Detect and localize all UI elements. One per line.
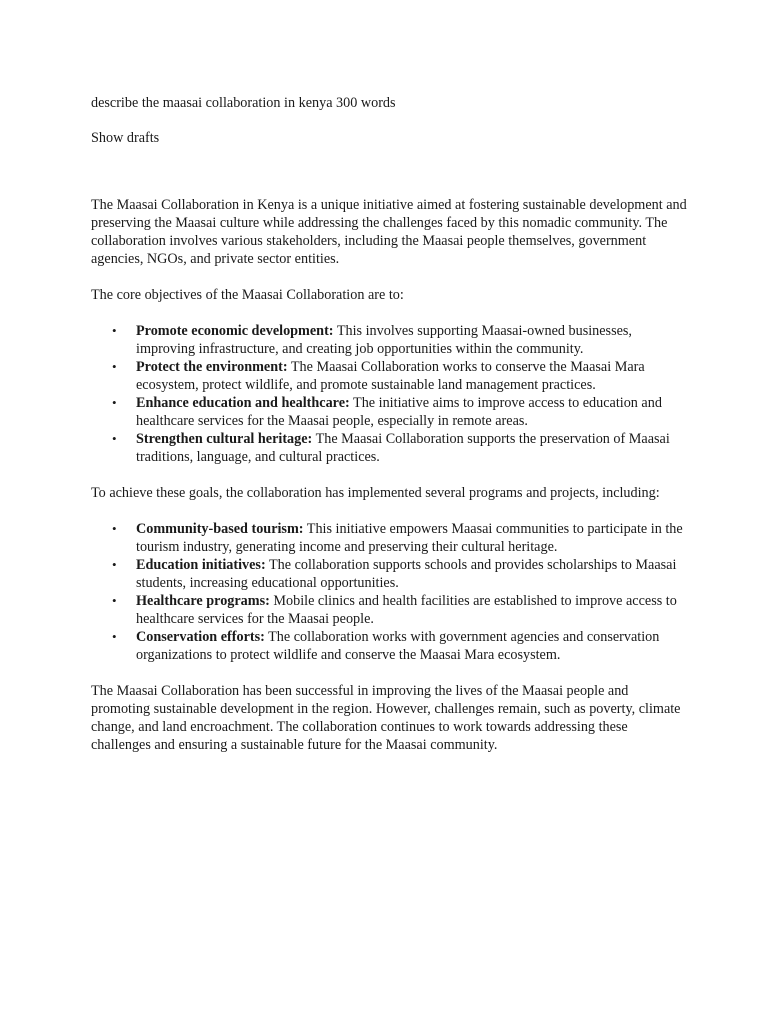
list-item (112, 628, 691, 664)
show-drafts-link[interactable]: Show drafts (91, 130, 160, 146)
item-text: This initiative empowers Maasai communities to participate in the tourism industry, generating income and preserving their cultural heritage. (136, 521, 683, 555)
programs-list (91, 520, 691, 664)
objectives-list (91, 322, 691, 466)
bullet-icon: • (112, 395, 117, 410)
bullet-icon: • (112, 593, 117, 608)
item-text: The Maasai Collaboration supports the preservation of Maasai traditions, language, and cultural practices. (136, 431, 670, 465)
item-term: Healthcare programs: (136, 593, 270, 609)
intro-paragraph: The Maasai Collaboration in Kenya is a unique initiative aimed at fostering sustainable development and preserving the Maasai culture while addressing the challenges faced by this nomadic community. The collaboration involves various stakeholders, including the Maasai people themselves, government agencies, NGOs, and private sector entities. (91, 197, 687, 267)
bullet-icon: • (112, 323, 117, 338)
item-text: This involves supporting Maasai-owned businesses, improving infrastructure, and creating job opportunities within the community. (136, 323, 632, 357)
bullet-icon: • (112, 521, 117, 536)
programs-heading: To achieve these goals, the collaboration has implemented several programs and projects, including: (91, 485, 660, 501)
list-item (112, 322, 691, 358)
item-text: The collaboration supports schools and provides scholarships to Maasai students, increasing educational opportunities. (136, 557, 677, 591)
conclusion-paragraph: The Maasai Collaboration has been successful in improving the lives of the Maasai people and promoting sustainable development in the region. However, challenges remain, such as poverty, climate change, and land encroachment. The collaboration continues to work towards addressing these challenges and ensuring a sustainable future for the Maasai community. (91, 683, 681, 753)
list-item (112, 520, 691, 556)
list-item (112, 430, 691, 466)
prompt-text: describe the maasai collaboration in kenya 300 words (91, 95, 396, 111)
bullet-icon: • (112, 629, 117, 644)
item-text: Mobile clinics and health facilities are established to improve access to healthcare services for the Maasai people. (136, 593, 677, 627)
core-objectives-heading: The core objectives of the Maasai Collaboration are to: (91, 287, 404, 303)
bullet-icon: • (112, 557, 117, 572)
list-item (112, 556, 691, 592)
item-term: Strengthen cultural heritage: (136, 431, 313, 447)
item-term: Education initiatives: (136, 557, 266, 573)
bullet-icon: • (112, 359, 117, 374)
item-term: Protect the environment: (136, 359, 288, 375)
item-text: The collaboration works with government agencies and conservation organizations to protect wildlife and conserve the Maasai Mara ecosystem. (136, 629, 660, 663)
bullet-icon: • (112, 431, 117, 446)
item-term: Community-based tourism: (136, 521, 304, 537)
item-text: The initiative aims to improve access to education and healthcare services for the Maasai people, especially in remote areas. (136, 395, 662, 429)
item-text: The Maasai Collaboration works to conserve the Maasai Mara ecosystem, protect wildlife, and promote sustainable land management practices. (136, 359, 645, 393)
document-page (91, 94, 691, 754)
list-item (112, 394, 691, 430)
list-item (112, 592, 691, 628)
item-term: Conservation efforts: (136, 629, 265, 645)
item-term: Enhance education and healthcare: (136, 395, 350, 411)
list-item (112, 358, 691, 394)
item-term: Promote economic development: (136, 323, 334, 339)
